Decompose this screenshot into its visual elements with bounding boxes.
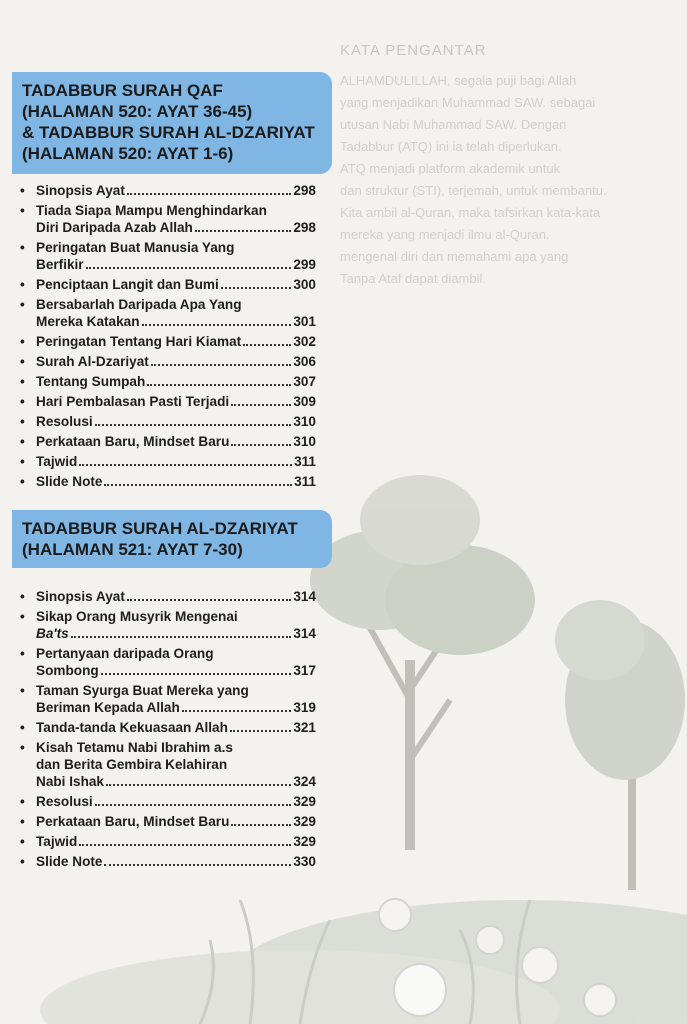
toc-item-title: Slide Note bbox=[36, 854, 103, 869]
toc-list-section-2 bbox=[18, 588, 316, 873]
dot-leader bbox=[127, 193, 291, 195]
toc-item bbox=[18, 833, 316, 850]
toc-item-title: Sombong bbox=[36, 663, 99, 678]
page-number: 311 bbox=[294, 474, 316, 489]
dot-leader bbox=[106, 784, 291, 786]
toc-item-title: Slide Note bbox=[36, 474, 103, 489]
bullet-icon: • bbox=[20, 414, 25, 429]
header-line: (HALAMAN 520: AYAT 1-6) bbox=[22, 144, 234, 163]
page-number: 301 bbox=[293, 314, 316, 329]
toc-item-title: Diri Daripada Azab Allah bbox=[36, 220, 193, 235]
background-line: mereka yang menjadi ilmu al-Quran. bbox=[340, 227, 550, 242]
dot-leader bbox=[231, 444, 291, 446]
background-line: dan struktur (STI), terjemah, untuk membantu. bbox=[340, 183, 607, 198]
toc-item-title: Mereka Katakan bbox=[36, 314, 140, 329]
dot-leader bbox=[104, 484, 292, 486]
background-text bbox=[340, 40, 680, 290]
toc-item-title: Penciptaan Langit dan Bumi bbox=[36, 277, 219, 292]
bullet-icon: • bbox=[20, 454, 25, 469]
background-line: Kita ambil al-Quran, maka tafsirkan kata-kata bbox=[340, 205, 601, 220]
toc-item-title-line: dan Berita Gembira Kelahiran bbox=[36, 757, 228, 772]
bullet-icon: • bbox=[20, 854, 25, 869]
bullet-icon: • bbox=[20, 720, 25, 735]
dot-leader bbox=[71, 636, 292, 638]
bullet-icon: • bbox=[20, 589, 25, 604]
toc-item-title: Hari Pembalasan Pasti Terjadi bbox=[36, 394, 230, 409]
dot-leader bbox=[243, 344, 291, 346]
toc-item bbox=[18, 588, 316, 605]
background-line: mengenal diri dan memahami apa yang bbox=[340, 249, 569, 264]
dot-leader bbox=[231, 824, 291, 826]
page-number: 317 bbox=[293, 663, 316, 678]
header-line: (HALAMAN 520: AYAT 36-45) bbox=[22, 102, 253, 121]
toc-item-title: Tajwid bbox=[36, 834, 78, 849]
toc-item bbox=[18, 333, 316, 350]
toc-item-title-line: Taman Syurga Buat Mereka yang bbox=[36, 683, 249, 698]
dot-leader bbox=[101, 673, 292, 675]
toc-item bbox=[18, 682, 316, 716]
toc-item bbox=[18, 373, 316, 390]
toc-item-title: Perkataan Baru, Mindset Baru bbox=[36, 814, 230, 829]
background-heading: KATA PENGANTAR bbox=[340, 42, 487, 59]
section-header-qaf bbox=[12, 72, 332, 174]
bullet-icon: • bbox=[20, 354, 25, 369]
dot-leader bbox=[86, 267, 292, 269]
toc-item-title-line: Tiada Siapa Mampu Menghindarkan bbox=[36, 203, 267, 218]
toc-item bbox=[18, 413, 316, 430]
bullet-icon: • bbox=[20, 334, 25, 349]
toc-item bbox=[18, 813, 316, 830]
toc-item bbox=[18, 608, 316, 642]
header-line: & TADABBUR SURAH AL-DZARIYAT bbox=[22, 123, 315, 142]
toc-item bbox=[18, 239, 316, 273]
bullet-icon: • bbox=[20, 277, 25, 292]
bullet-icon: • bbox=[20, 374, 25, 389]
page-number: 310 bbox=[293, 434, 316, 449]
bullet-icon: • bbox=[20, 183, 25, 198]
dot-leader bbox=[151, 364, 292, 366]
bullet-icon: • bbox=[20, 240, 25, 255]
page-number: 300 bbox=[293, 277, 316, 292]
toc-item bbox=[18, 202, 316, 236]
page-number: 321 bbox=[293, 720, 316, 735]
toc-item bbox=[18, 353, 316, 370]
header-line: TADABBUR SURAH AL-DZARIYAT bbox=[22, 519, 298, 538]
dot-leader bbox=[95, 424, 292, 426]
bullet-icon: • bbox=[20, 203, 25, 218]
header-line: TADABBUR SURAH QAF bbox=[22, 81, 223, 100]
background-line: ALHAMDULILLAH, segala puji bagi Allah bbox=[340, 73, 577, 88]
bullet-icon: • bbox=[20, 740, 25, 755]
toc-item bbox=[18, 739, 316, 790]
page-number: 324 bbox=[293, 774, 316, 789]
toc-item-title: Tanda-tanda Kekuasaan Allah bbox=[36, 720, 228, 735]
toc-item-title: Sinopsis Ayat bbox=[36, 589, 125, 604]
page-number: 329 bbox=[293, 834, 316, 849]
toc-item-title: Ba'ts bbox=[36, 626, 69, 641]
background-line: Tadabbur (ATQ) ini ia telah diperlukan. bbox=[340, 139, 562, 154]
page-number: 302 bbox=[293, 334, 316, 349]
page-number: 329 bbox=[293, 814, 316, 829]
dot-leader bbox=[79, 464, 292, 466]
bullet-icon: • bbox=[20, 434, 25, 449]
toc-item-title: Peringatan Tentang Hari Kiamat bbox=[36, 334, 242, 349]
toc-item bbox=[18, 453, 316, 470]
toc-item-title: Perkataan Baru, Mindset Baru bbox=[36, 434, 230, 449]
bullet-icon: • bbox=[20, 609, 25, 624]
toc-item-title-line: Bersabarlah Daripada Apa Yang bbox=[36, 297, 242, 312]
page-number: 299 bbox=[293, 257, 316, 272]
page-number: 311 bbox=[294, 454, 316, 469]
toc-item-title: Resolusi bbox=[36, 414, 93, 429]
dot-leader bbox=[230, 730, 291, 732]
toc-item bbox=[18, 719, 316, 736]
bullet-icon: • bbox=[20, 834, 25, 849]
toc-item bbox=[18, 296, 316, 330]
page-number: 298 bbox=[293, 220, 316, 235]
toc-item bbox=[18, 793, 316, 810]
toc-item bbox=[18, 393, 316, 410]
bullet-icon: • bbox=[20, 474, 25, 489]
page-number: 314 bbox=[293, 626, 316, 641]
toc-item-title-line: Peringatan Buat Manusia Yang bbox=[36, 240, 235, 255]
toc-item bbox=[18, 182, 316, 199]
toc-item bbox=[18, 276, 316, 293]
page-number: 329 bbox=[293, 794, 316, 809]
bullet-icon: • bbox=[20, 646, 25, 661]
toc-item bbox=[18, 853, 316, 870]
dot-leader bbox=[182, 710, 292, 712]
dot-leader bbox=[195, 230, 291, 232]
page-number: 307 bbox=[293, 374, 316, 389]
toc-item-title: Tajwid bbox=[36, 454, 78, 469]
toc-list-section-1 bbox=[18, 182, 316, 493]
background-line: ATQ menjadi platform akademik untuk bbox=[340, 161, 561, 176]
page-number: 306 bbox=[293, 354, 316, 369]
dot-leader bbox=[147, 384, 291, 386]
toc-item-title-line: Pertanyaan daripada Orang bbox=[36, 646, 214, 661]
page-number: 309 bbox=[293, 394, 316, 409]
toc-item bbox=[18, 433, 316, 450]
dot-leader bbox=[142, 324, 292, 326]
toc-item-title: Resolusi bbox=[36, 794, 93, 809]
toc-item-title: Berfikir bbox=[36, 257, 84, 272]
section-header-dzariyat bbox=[12, 510, 332, 568]
dot-leader bbox=[104, 864, 291, 866]
toc-item-title: Surah Al-Dzariyat bbox=[36, 354, 149, 369]
toc-item-title-line: Sikap Orang Musyrik Mengenai bbox=[36, 609, 238, 624]
toc-item bbox=[18, 645, 316, 679]
page-number: 310 bbox=[293, 414, 316, 429]
toc-item bbox=[18, 473, 316, 490]
toc-item-title: Beriman Kepada Allah bbox=[36, 700, 180, 715]
dot-leader bbox=[231, 404, 291, 406]
toc-item-title: Nabi Ishak bbox=[36, 774, 104, 789]
dot-leader bbox=[79, 844, 291, 846]
page-number: 330 bbox=[293, 854, 316, 869]
toc-item-title-line: Kisah Tetamu Nabi Ibrahim a.s bbox=[36, 740, 233, 755]
bullet-icon: • bbox=[20, 297, 25, 312]
bullet-icon: • bbox=[20, 394, 25, 409]
background-line: yang menjadikan Muhammad SAW. sebagai bbox=[340, 95, 596, 110]
page-number: 298 bbox=[293, 183, 316, 198]
toc-item-title: Sinopsis Ayat bbox=[36, 183, 125, 198]
background-line: utusan Nabi Muhammad SAW. Dengan bbox=[340, 117, 567, 132]
toc-item-title: Tentang Sumpah bbox=[36, 374, 146, 389]
bullet-icon: • bbox=[20, 683, 25, 698]
page-number: 319 bbox=[293, 700, 316, 715]
page-number: 314 bbox=[293, 589, 316, 604]
dot-leader bbox=[127, 599, 291, 601]
header-line: (HALAMAN 521: AYAT 7-30) bbox=[22, 540, 243, 559]
bullet-icon: • bbox=[20, 794, 25, 809]
bullet-icon: • bbox=[20, 814, 25, 829]
dot-leader bbox=[221, 287, 292, 289]
dot-leader bbox=[95, 804, 292, 806]
background-line: Tanpa Ataf dapat diambil. bbox=[340, 271, 486, 286]
